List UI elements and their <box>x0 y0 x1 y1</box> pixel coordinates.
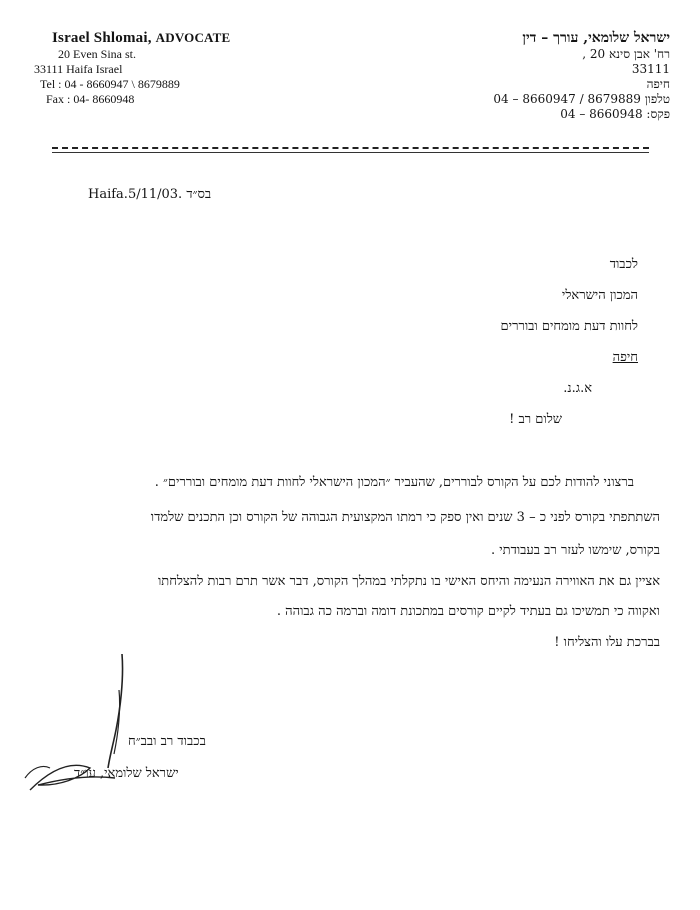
hebrew-city: חיפה <box>646 77 670 91</box>
recipient-line1: המכון הישראלי <box>561 288 638 303</box>
signoff-regards: בכבוד רב ובב״ח <box>128 734 206 749</box>
english-city: 33111 Haifa Israel <box>34 62 123 76</box>
recipient-to: לכבוד <box>609 257 638 272</box>
body-paragraph-3-line-2: ואקווה כי תמשיכו גם בעתיד לקיים קורסים במתכונת דומה וברמה כה גבוהה . <box>276 604 660 619</box>
body-paragraph-3-line-1: אציין גם את האווירה הנעימה והיחס האישי בו נתקלתי במהלך הקורס, דבר אשר תרם רבות להצלחתו <box>157 574 660 589</box>
english-tel: Tel : 04 - 8660947 \ 8679889 <box>40 77 180 91</box>
place-date: Haifa.5/11/03. <box>88 187 183 202</box>
hebrew-street: רח' אבן סינא 20 , <box>582 47 670 61</box>
english-title: ADVOCATE <box>155 30 231 45</box>
greeting: שלום רב ! <box>509 412 562 427</box>
english-name: Israel Shlomai, ADVOCATE <box>52 30 231 46</box>
hebrew-phone: טלפון 8679889 / 8660947 – 04 <box>493 92 670 106</box>
date-line <box>88 186 211 202</box>
signature-scribble <box>20 650 210 800</box>
hebrew-fax: פקס: 8660948 – 04 <box>560 107 670 121</box>
hebrew-name: ישראל שלומאי, עורך – דין <box>522 30 670 46</box>
letterhead-english <box>34 30 231 107</box>
bsd-mark: בס״ד <box>186 187 212 202</box>
recipient-city: חיפה <box>612 350 638 365</box>
letterhead-hebrew <box>493 30 670 122</box>
closing-line: בברכת עלו והצליחו ! <box>554 635 660 650</box>
english-street: 20 Even Sina st. <box>58 47 136 61</box>
letterhead-divider <box>52 147 649 153</box>
recipient-line2: לחוות דעת מומחים ובוררים <box>500 319 638 334</box>
english-fax: Fax : 04- 8660948 <box>46 92 135 106</box>
body-paragraph-1: ברצוני להודות לכם על הקורס לבוררים, שהעביר ״המכון הישראלי לחוות דעת מומחים ובוררים״ . <box>154 475 634 490</box>
hebrew-zip: 33111 <box>631 62 670 76</box>
signoff-name: ישראל שלומאי, עו״ד <box>74 766 179 781</box>
body-paragraph-2-line-1: השתתפתי בקורס לפני כ – 3 שנים ואין ספק כי רמתו המקצועית הגבוהה של הקורס וכן התכנים שלמדו <box>150 510 660 525</box>
recipient-agn: א.ג.נ. <box>563 381 592 396</box>
body-paragraph-2-line-2: בקורס, שימשו לעזר רב בעבודתי . <box>490 543 660 558</box>
